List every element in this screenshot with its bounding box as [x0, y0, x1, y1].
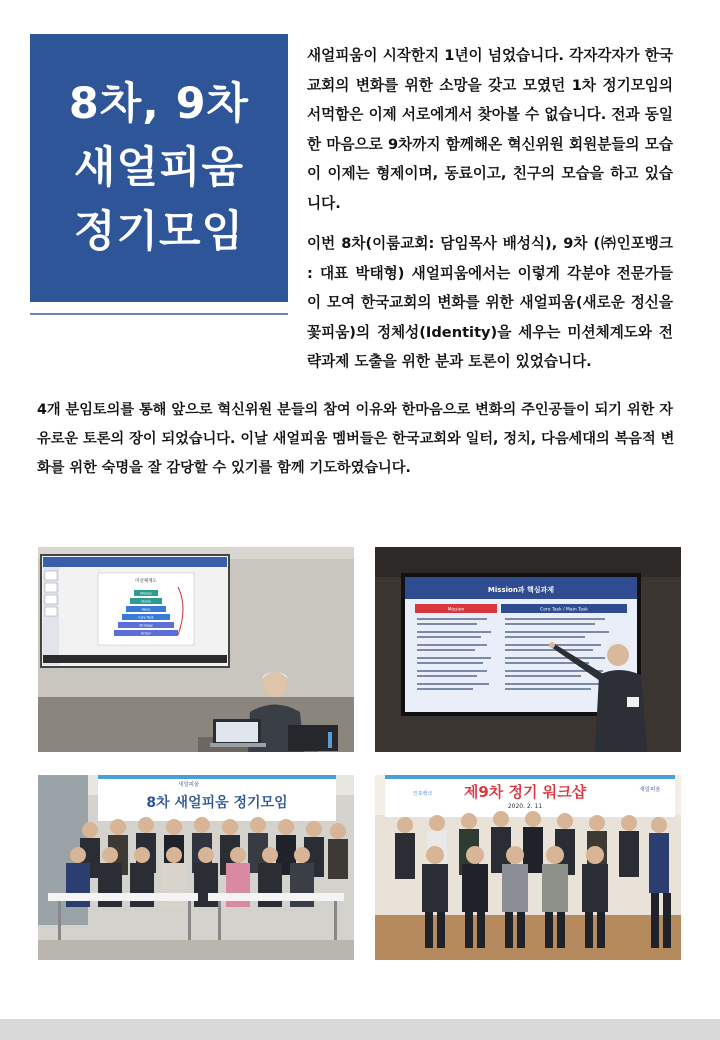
discussion-paragraph: 4개 분임토의를 통해 앞으로 혁신위원 분들의 참여 이유와 한마음으로 변화의 주인공들이 되기 위한 자유로운 토론의 장이 되었습니다. 이날 새얼피움 멤버들은 한국교회와 일터, 정치, 다음세대의 복음적 변화를 위한 숙명을 잘 감당할 수 있기를 함께 기도하였습니다.: [37, 402, 675, 476]
title-box: [30, 34, 288, 302]
photo-presentation-mission: [375, 547, 681, 752]
pyramid-label-1: Mission: [140, 591, 152, 596]
title-line-1: 8차, 9차: [68, 79, 250, 129]
slide-title: Mission과 핵심과제: [487, 586, 555, 594]
slide-col-right: Core Task / Main Task: [540, 607, 588, 613]
intro-paragraph: 새얼피움이 시작한지 1년이 넘었습니다. 각자각자가 한국교회의 변화를 위한 소망을 갖고 모였던 1차 정기모임의 서먹함은 이제 서로에게서 찾아볼 수 없습니다. 전과 동일한 마음으로 9차까지 함께해온 혁신위원 회원분들의 모습이 이제는 형제이며, 동료이고, 친구의 모습을 하고 있습니다.: [307, 47, 673, 212]
pyramid-label-5: Strategy: [139, 623, 153, 628]
photo-group-8th: [38, 775, 354, 960]
photo-group-9th: [375, 775, 681, 960]
pyramid-label-3: Value: [141, 607, 151, 612]
meeting-paragraph: 이번 8차(이룸교회: 담임목사 배성식), 9차 (㈜인포뱅크 : 대표 박태형) 새얼피움에서는 이렇게 각분야 전문가들이 모여 한국교회의 변화를 위한 새얼피움(새로운 정신을 꽃피움)의 정체성(Identity)을 세우는 미션체계도와 전략과제 도출을 위한 분과 토론이 있었습니다.: [307, 235, 673, 371]
screen-title: 미션체계도: [135, 579, 157, 584]
footer-bar: [0, 1019, 720, 1040]
banner-right-logo: 새얼피움: [639, 787, 661, 793]
banner-left-logo: 인포뱅크: [413, 791, 433, 797]
banner-text: 8차 새얼피움 정기모임: [146, 795, 288, 811]
pyramid-label-2: Vision: [141, 599, 151, 604]
pyramid-label-6: Action: [141, 631, 151, 636]
banner-logo: 새얼피움: [178, 782, 200, 788]
title-line-2: 새얼피움: [73, 143, 245, 193]
photo-presentation-8th: [38, 547, 354, 752]
slide-col-left: Mission: [447, 607, 465, 613]
banner-workshop-text: 제9차 정기 워크샵: [463, 783, 587, 801]
title-underline: [30, 313, 288, 315]
banner-date: 2020. 2. 11: [507, 803, 543, 810]
title-line-3: 정기모임: [73, 207, 245, 257]
pyramid-label-4: Core Task: [138, 615, 154, 620]
